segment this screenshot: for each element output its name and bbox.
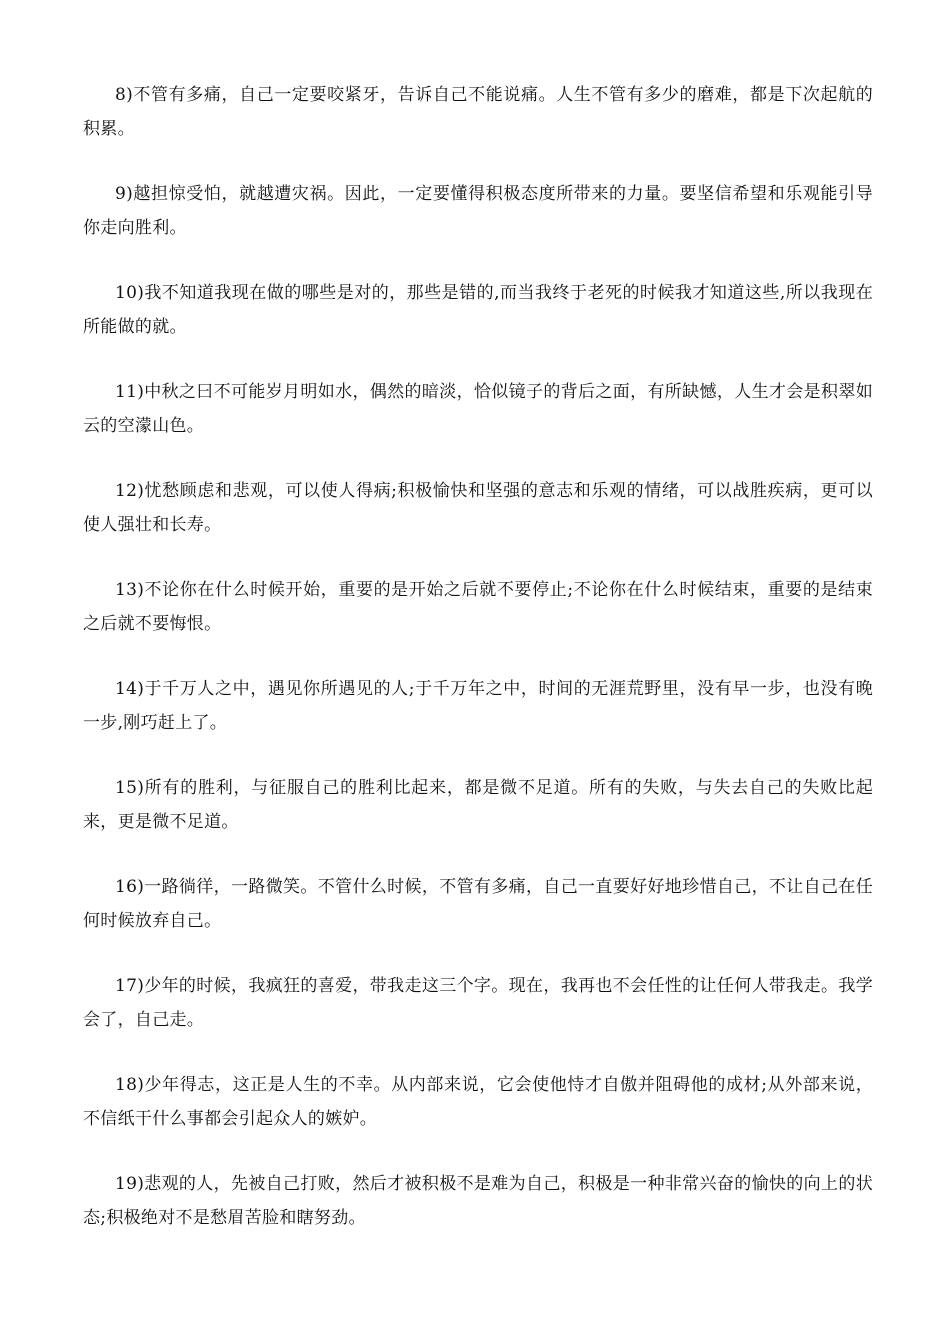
paragraph-19: 19)悲观的人，先被自己打败，然后才被积极不是难为自己，积极是一种非常兴奋的愉快的向上的状态;积极绝对不是愁眉苦脸和瞎努劲。 bbox=[83, 1174, 873, 1228]
paragraph-16: 16)一路徜徉，一路微笑。不管什么时候，不管有多痛，自己一直要好好地珍惜自己，不让自己在任何时候放弃自己。 bbox=[83, 877, 873, 931]
paragraph-9: 9)越担惊受怕，就越遭灾祸。因此，一定要懂得积极态度所带来的力量。要坚信希望和乐观能引导你走向胜利。 bbox=[83, 184, 873, 238]
document-body bbox=[83, 78, 873, 1266]
paragraph-15: 15)所有的胜利，与征服自己的胜利比起来，都是微不足道。所有的失败，与失去自己的失败比起来，更是微不足道。 bbox=[83, 778, 873, 832]
paragraph-18: 18)少年得志，这正是人生的不幸。从内部来说，它会使他恃才自傲并阻碍他的成材;从外部来说，不信纸干什么事都会引起众人的嫉妒。 bbox=[83, 1075, 873, 1129]
paragraph-17: 17)少年的时候，我疯狂的喜爱，带我走这三个字。现在，我再也不会任性的让任何人带我走。我学会了，自己走。 bbox=[83, 976, 873, 1030]
paragraph-13: 13)不论你在什么时候开始，重要的是开始之后就不要停止;不论你在什么时候结束，重要的是结束之后就不要悔恨。 bbox=[83, 580, 873, 634]
paragraph-12: 12)忧愁顾虑和悲观，可以使人得病;积极愉快和坚强的意志和乐观的情绪，可以战胜疾病，更可以使人强壮和长寿。 bbox=[83, 481, 873, 535]
paragraph-8: 8)不管有多痛，自己一定要咬紧牙，告诉自己不能说痛。人生不管有多少的磨难，都是下次起航的积累。 bbox=[83, 85, 873, 139]
paragraph-11: 11)中秋之曰不可能岁月明如水，偶然的暗淡，恰似镜子的背后之面，有所缺憾，人生才会是积翠如云的空濛山色。 bbox=[83, 382, 873, 436]
paragraph-10: 10)我不知道我现在做的哪些是对的，那些是错的,而当我终于老死的时候我才知道这些,所以我现在所能做的就。 bbox=[83, 283, 873, 337]
paragraph-14: 14)于千万人之中，遇见你所遇见的人;于千万年之中，时间的无涯荒野里，没有早一步，也没有晚一步,刚巧赶上了。 bbox=[83, 679, 873, 733]
